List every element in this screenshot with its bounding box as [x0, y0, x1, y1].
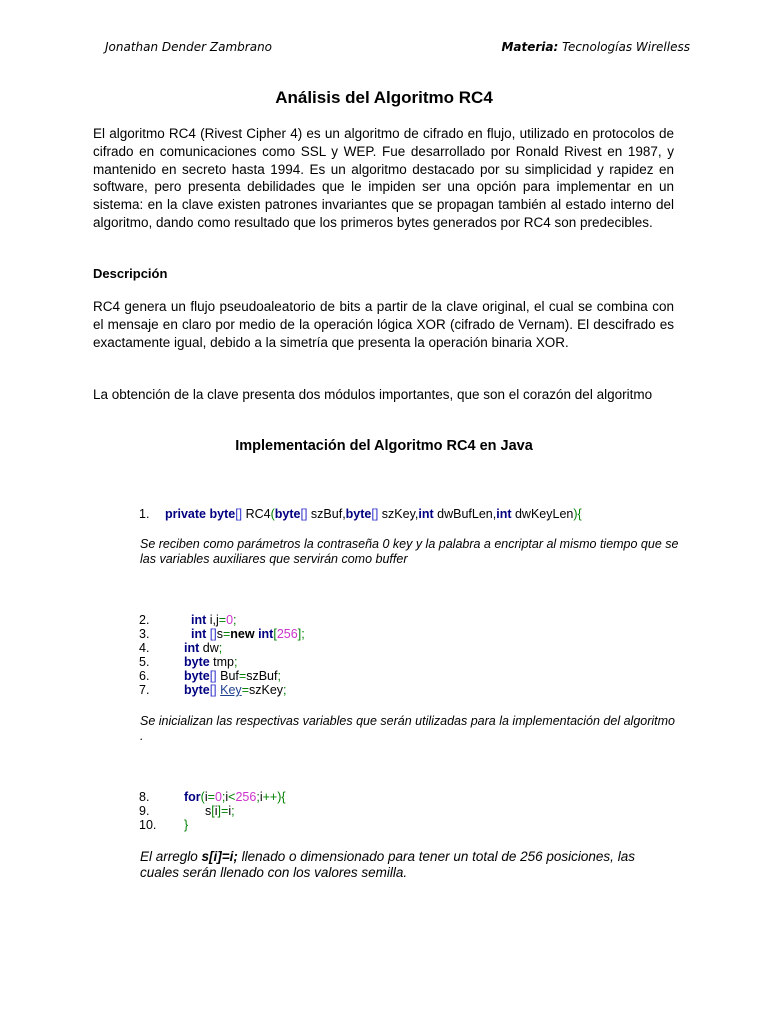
- keyword: byte: [209, 507, 236, 521]
- identifier: i: [228, 804, 232, 818]
- symbol: []: [209, 627, 217, 641]
- symbol: =: [238, 669, 247, 683]
- code-line-1: [165, 507, 582, 521]
- keyword: int: [191, 613, 207, 627]
- subject-header: [501, 40, 690, 54]
- symbol: ;: [218, 641, 223, 655]
- keyword: int: [191, 627, 207, 641]
- keyword: byte: [184, 669, 210, 683]
- symbol: ++: [262, 790, 278, 804]
- identifier: dw: [199, 641, 219, 655]
- identifier: s: [216, 627, 223, 641]
- identifier: i: [225, 790, 229, 804]
- note-bold-code: s[i]=i;: [201, 849, 238, 864]
- symbol: ;: [256, 790, 260, 804]
- key-identifier-link[interactable]: Key: [220, 683, 242, 697]
- symbol: ]: [217, 804, 221, 818]
- line-number: 4.: [139, 641, 150, 655]
- symbol: ){: [573, 507, 582, 521]
- symbol: }: [184, 818, 189, 832]
- identifier: dwBufLen,: [433, 507, 497, 521]
- keyword: byte: [184, 683, 210, 697]
- symbol: [: [211, 804, 215, 818]
- symbol: =: [207, 790, 215, 804]
- code-line-7: [184, 683, 287, 697]
- code-line-6: [184, 669, 281, 683]
- symbol: []: [209, 669, 217, 683]
- symbol: ;: [233, 613, 237, 627]
- line-number: 10.: [139, 818, 157, 832]
- symbol: ;: [221, 790, 226, 804]
- line-number: 1.: [139, 507, 150, 521]
- literal: 256: [235, 790, 257, 804]
- symbol: []: [300, 507, 308, 521]
- identifier: dwKeyLen: [511, 507, 574, 521]
- code-note-1: Se reciben como parámetros la contraseña 0 key y la palabra a encriptar al mismo tiempo que se las variables auxiliares que servirán como buffer: [140, 537, 679, 566]
- identifier: tmp: [209, 655, 235, 669]
- implementation-title: Implementación del Algoritmo RC4 en Java: [235, 438, 533, 454]
- symbol: =: [241, 683, 249, 697]
- code-line-3: [191, 627, 305, 641]
- document-title: Análisis del Algoritmo RC4: [275, 88, 493, 107]
- identifier: i,j: [206, 613, 219, 627]
- keyword: byte: [345, 507, 372, 521]
- line-number: 5.: [139, 655, 150, 669]
- symbol: ]: [297, 627, 302, 641]
- line-number: 9.: [139, 804, 150, 818]
- identifier: i: [204, 790, 208, 804]
- line-number: 2.: [139, 613, 150, 627]
- code-line-5: [184, 655, 238, 669]
- symbol: [: [273, 627, 277, 641]
- identifier: s: [205, 804, 212, 818]
- identifier: szKey: [249, 683, 284, 697]
- identifier: Buf: [216, 669, 239, 683]
- symbol: =: [218, 613, 227, 627]
- note-text: El arreglo: [140, 849, 202, 864]
- code-line-10: [184, 818, 188, 832]
- code-note-3: [140, 849, 660, 881]
- subject-label: Materia:: [501, 40, 559, 54]
- code-line-2: [191, 613, 237, 627]
- description-paragraph-2: La obtención de la clave presenta dos módulos importantes, que son el corazón del algoritmo: [93, 387, 653, 402]
- keyword: private: [165, 507, 206, 521]
- symbol: ){: [277, 790, 286, 804]
- note-text: llenado o dimensionado para tener un total de 256 posiciones, las cuales serán llenado con los valores semilla.: [140, 849, 635, 880]
- symbol: ;: [283, 683, 287, 697]
- symbol: ;: [301, 627, 305, 641]
- description-heading: Descripción: [93, 266, 168, 281]
- symbol: (: [200, 790, 205, 804]
- code-line-4: [184, 641, 222, 655]
- line-number: 3.: [139, 627, 150, 641]
- identifier: i: [214, 804, 218, 818]
- keyword: int: [258, 627, 274, 641]
- identifier: szBuf: [246, 669, 278, 683]
- symbol: (: [270, 507, 275, 521]
- keyword: int: [184, 641, 200, 655]
- line-number: 7.: [139, 683, 150, 697]
- keyword: for: [184, 790, 201, 804]
- keyword: byte: [274, 507, 301, 521]
- identifier: szBuf,: [307, 507, 346, 521]
- intro-paragraph: El algoritmo RC4 (Rivest Cipher 4) es un algoritmo de cifrado en flujo, utilizado en protocolos de cifrado en comunicaciones como SSL y WEP. Fue desarrollado por Ronald Rivest en 1987, y mantenido en secreto hasta 1994. Es un algoritmo destacado por su simplicidad y rapidez en software, pero presenta debilidades que le impiden ser una opción para implementar en un sistema: en la clave existen patrones invariantes que se propagan también al estado interno del algoritmo, dando como resultado que los primeros bytes generados por RC4 son predecibles.: [93, 126, 674, 230]
- code-line-9: [205, 804, 235, 818]
- description-paragraph-1: RC4 genera un flujo pseudoaleatorio de bits a partir de la clave original, el cual se combina con el mensaje en claro por medio de la operación lógica XOR (cifrado de Vernam). El descifrado es exactamente igual, debido a la simetría que presenta la operación binaria XOR.: [93, 299, 674, 350]
- line-number: 6.: [139, 669, 150, 683]
- symbol: ;: [234, 655, 238, 669]
- symbol: []: [209, 683, 217, 697]
- symbol: []: [235, 507, 243, 521]
- keyword: byte: [184, 655, 210, 669]
- keyword: new: [230, 627, 255, 641]
- symbol: ;: [277, 669, 281, 683]
- identifier: RC4: [242, 507, 271, 521]
- identifier: szKey,: [378, 507, 419, 521]
- symbol: []: [371, 507, 379, 521]
- identifier: i: [259, 790, 263, 804]
- symbol: =: [221, 804, 229, 818]
- subject-value: Tecnologías Wirelless: [558, 40, 690, 54]
- code-line-8: [184, 790, 286, 804]
- literal: 0: [214, 790, 222, 804]
- author-name: Jonathan Dender Zambrano: [105, 40, 273, 54]
- symbol: ;: [231, 804, 235, 818]
- symbol: <: [228, 790, 236, 804]
- line-number: 8.: [139, 790, 150, 804]
- code-note-2: Se inicializan las respectivas variables que serán utilizadas para la implementación del algoritmo .: [140, 714, 675, 743]
- literal: 256: [276, 627, 298, 641]
- literal: 0: [226, 613, 234, 627]
- keyword: int: [496, 507, 512, 521]
- symbol: =: [222, 627, 231, 641]
- keyword: int: [418, 507, 434, 521]
